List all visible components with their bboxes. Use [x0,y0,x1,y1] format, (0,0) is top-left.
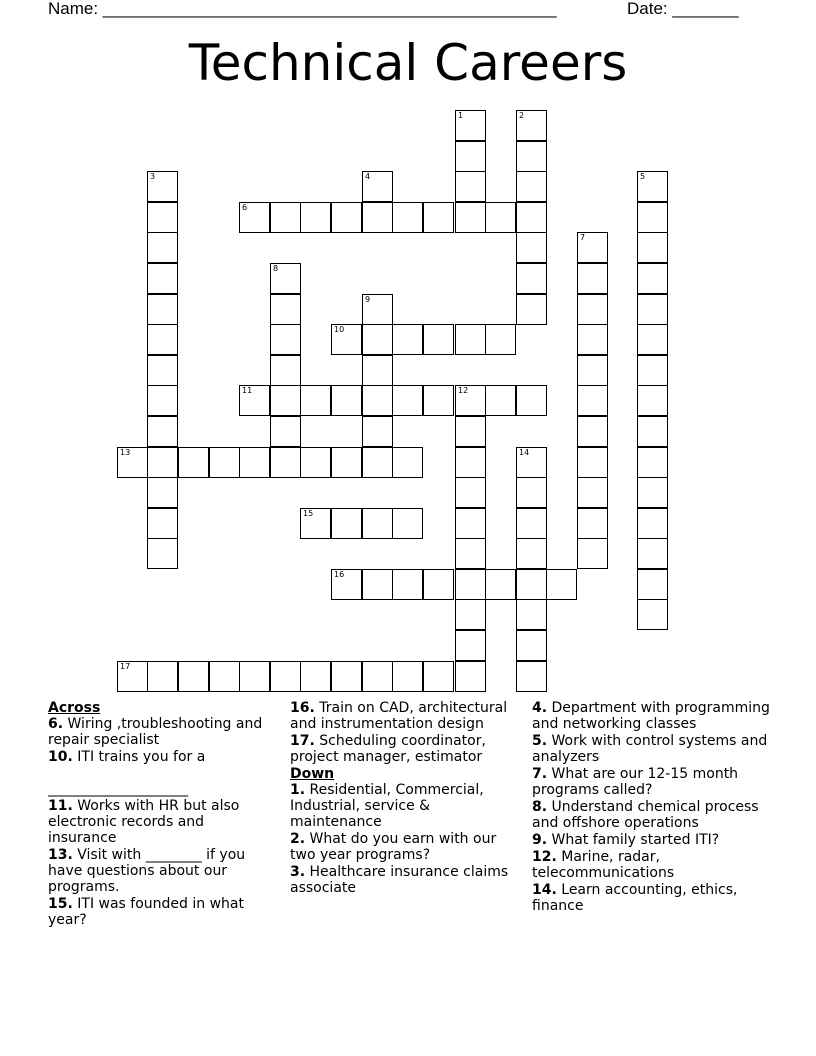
crossword-cell[interactable] [455,110,486,141]
clue-text: Department with programming and networking classes [532,700,770,732]
cell-number: 12 [458,386,469,395]
crossword-cell[interactable] [516,294,547,325]
crossword-cell[interactable] [392,661,423,692]
cell-number: 4 [365,172,371,181]
crossword-cell[interactable] [577,324,608,355]
clue-text: ITI was founded in what year? [48,896,244,928]
crossword-cell[interactable] [423,661,454,692]
crossword-cell[interactable] [455,538,486,569]
crossword-cell[interactable] [362,324,393,355]
crossword-cell[interactable] [300,447,331,478]
crossword-cell[interactable] [577,232,608,263]
crossword-cell[interactable] [637,171,668,202]
crossword-cell[interactable] [147,171,178,202]
page-title: Technical Careers [188,34,628,92]
clue-number: 5. [532,733,548,749]
crossword-cell[interactable] [637,202,668,233]
crossword-cell[interactable] [516,661,547,692]
clue-across-6 [48,716,273,748]
cell-number: 3 [150,172,156,181]
crossword-cell[interactable] [147,661,178,692]
crossword-cell[interactable] [209,447,240,478]
crossword-cell[interactable] [239,202,270,233]
clue-blank-line: ____________________ [48,781,188,797]
clue-across-10 [48,749,273,797]
crossword-cell[interactable] [392,324,423,355]
across-heading: Across [48,700,101,716]
cell-number: 5 [640,172,646,181]
crossword-cell[interactable] [455,661,486,692]
cell-number: 7 [580,233,586,242]
clue-number: 6. [48,716,64,732]
crossword-cell[interactable] [637,232,668,263]
crossword-cell[interactable] [485,385,516,416]
crossword-cell[interactable] [239,661,270,692]
crossword-cell[interactable] [516,232,547,263]
clues-column-3 [532,700,777,915]
clue-text: Scheduling coordinator, project manager, estimator [290,733,486,765]
crossword-cell[interactable] [637,538,668,569]
clues-column-2 [290,700,515,897]
clues-column-1 [48,700,273,929]
crossword-cell[interactable] [516,630,547,661]
crossword-cell[interactable] [178,661,209,692]
crossword-cell[interactable] [546,569,577,600]
crossword-cell[interactable] [455,171,486,202]
clue-down-14 [532,882,777,914]
crossword-cell[interactable] [147,355,178,386]
crossword-cell[interactable] [516,263,547,294]
crossword-cell[interactable] [362,661,393,692]
crossword-cell[interactable] [577,508,608,539]
crossword-cell[interactable] [392,447,423,478]
cell-number: 10 [334,325,345,334]
crossword-cell[interactable] [270,294,301,325]
clue-number: 15. [48,896,73,912]
clue-text: Wiring ,troubleshooting and repair specialist [48,716,263,748]
crossword-cell[interactable] [455,447,486,478]
crossword-cell[interactable] [392,569,423,600]
crossword-cell[interactable] [577,263,608,294]
crossword-cell[interactable] [637,477,668,508]
clue-text: Marine, radar, telecommunications [532,849,675,881]
crossword-cell[interactable] [516,569,547,600]
crossword-cell[interactable] [331,447,362,478]
crossword-cell[interactable] [637,294,668,325]
crossword-cell[interactable] [300,661,331,692]
clue-number: 9. [532,832,548,848]
cell-number: 1 [458,111,464,120]
crossword-cell[interactable] [147,508,178,539]
crossword-cell[interactable] [637,385,668,416]
crossword-cell[interactable] [147,294,178,325]
name-field-line[interactable]: Name: ________________________________________________ [48,0,557,18]
clue-down-1 [290,782,515,830]
clue-number: 13. [48,847,73,863]
crossword-cell[interactable] [331,569,362,600]
clue-text: ITI trains you for a [77,749,206,765]
clue-down-7 [532,766,777,798]
crossword-cell[interactable] [516,171,547,202]
crossword-cell[interactable] [239,447,270,478]
clue-text: What family started ITI? [551,832,720,848]
crossword-cell[interactable] [423,324,454,355]
crossword-cell[interactable] [147,477,178,508]
clue-text: Residential, Commercial, Industrial, service & maintenance [290,782,484,830]
crossword-cell[interactable] [147,324,178,355]
clue-across-13 [48,847,273,895]
crossword-cell[interactable] [516,508,547,539]
crossword-cell[interactable] [362,355,393,386]
cell-number: 17 [120,662,131,671]
crossword-cell[interactable] [147,416,178,447]
crossword-cell[interactable] [423,202,454,233]
crossword-cell[interactable] [147,263,178,294]
crossword-cell[interactable] [117,661,148,692]
clue-text: Train on CAD, architectural and instrumentation design [290,700,508,732]
crossword-cell[interactable] [331,508,362,539]
crossword-cell[interactable] [147,447,178,478]
clue-down-3 [290,864,515,896]
crossword-cell[interactable] [362,385,393,416]
crossword-cell[interactable] [577,294,608,325]
crossword-cell[interactable] [209,661,240,692]
clue-text: Understand chemical process and offshore operations [532,799,759,831]
crossword-cell[interactable] [637,508,668,539]
crossword-cell[interactable] [270,355,301,386]
clue-down-12 [532,849,777,881]
crossword-cell[interactable] [485,324,516,355]
clue-text: Works with HR but also electronic records and insurance [48,798,240,846]
crossword-cell[interactable] [147,385,178,416]
crossword-cell[interactable] [516,385,547,416]
clue-text: Learn accounting, ethics, finance [532,882,738,914]
crossword-cell[interactable] [362,508,393,539]
clue-across-11 [48,798,273,846]
down-heading: Down [290,766,335,782]
crossword-cell[interactable] [577,355,608,386]
crossword-cell[interactable] [300,508,331,539]
crossword-cell[interactable] [577,538,608,569]
crossword-cell[interactable] [516,447,547,478]
crossword-cell[interactable] [362,569,393,600]
clue-number: 10. [48,749,73,765]
clue-down-4 [532,700,777,732]
crossword-cell[interactable] [178,447,209,478]
crossword-cell[interactable] [455,202,486,233]
crossword-cell[interactable] [516,538,547,569]
clue-number: 8. [532,799,548,815]
crossword-cell[interactable] [637,416,668,447]
crossword-cell[interactable] [300,202,331,233]
clue-number: 7. [532,766,548,782]
crossword-cell[interactable] [577,477,608,508]
crossword-cell[interactable] [392,202,423,233]
clue-text: Work with control systems and analyzers [532,733,768,765]
clue-down-9 [532,832,777,848]
clue-text: What are our 12-15 month programs called? [532,766,739,798]
cell-number: 13 [120,448,131,457]
clue-number: 3. [290,864,306,880]
crossword-cell[interactable] [516,477,547,508]
crossword-cell[interactable] [270,447,301,478]
date-field-line[interactable]: Date: _______ [627,0,739,18]
cell-number: 16 [334,570,345,579]
crossword-cell[interactable] [577,416,608,447]
crossword-cell[interactable] [516,599,547,630]
crossword-cell[interactable] [147,202,178,233]
crossword-cell[interactable] [455,477,486,508]
crossword-cell[interactable] [270,263,301,294]
crossword-cell[interactable] [637,355,668,386]
crossword-cell[interactable] [300,385,331,416]
crossword-cell[interactable] [392,385,423,416]
clue-down-5 [532,733,777,765]
crossword-cell[interactable] [455,569,486,600]
crossword-cell[interactable] [516,141,547,172]
cell-number: 6 [242,203,248,212]
crossword-cell[interactable] [455,508,486,539]
crossword-cell[interactable] [331,324,362,355]
cell-number: 8 [273,264,279,273]
crossword-cell[interactable] [637,324,668,355]
crossword-cell[interactable] [331,661,362,692]
cell-number: 15 [303,509,314,518]
crossword-cell[interactable] [147,538,178,569]
clue-number: 2. [290,831,306,847]
crossword-cell[interactable] [270,661,301,692]
clue-text: Healthcare insurance claims associate [290,864,509,896]
clue-down-2 [290,831,515,863]
crossword-cell[interactable] [637,263,668,294]
crossword-cell[interactable] [117,447,148,478]
crossword-cell[interactable] [147,232,178,263]
crossword-cell[interactable] [362,171,393,202]
crossword-cell[interactable] [637,599,668,630]
clue-number: 16. [290,700,315,716]
clue-text: Visit with ________ if you have questions about our programs. [48,847,246,895]
crossword-cell[interactable] [485,202,516,233]
crossword-cell[interactable] [455,324,486,355]
crossword-cell[interactable] [577,447,608,478]
crossword-cell[interactable] [270,416,301,447]
crossword-cell[interactable] [331,202,362,233]
crossword-cell[interactable] [516,110,547,141]
crossword-cell[interactable] [485,569,516,600]
clue-text: What do you earn with our two year programs? [290,831,497,863]
crossword-cell[interactable] [577,385,608,416]
clue-number: 17. [290,733,315,749]
cell-number: 14 [519,448,530,457]
crossword-cell[interactable] [270,324,301,355]
crossword-cell[interactable] [270,385,301,416]
clue-number: 4. [532,700,548,716]
cell-number: 11 [242,386,253,395]
crossword-cell[interactable] [455,141,486,172]
crossword-cell[interactable] [516,202,547,233]
clue-number: 1. [290,782,306,798]
crossword-cell[interactable] [455,599,486,630]
clue-down-8 [532,799,777,831]
crossword-cell[interactable] [362,294,393,325]
clue-across-17 [290,733,515,765]
clue-number: 11. [48,798,73,814]
crossword-cell[interactable] [455,630,486,661]
crossword-cell[interactable] [637,569,668,600]
crossword-cell[interactable] [362,416,393,447]
crossword-cell[interactable] [637,447,668,478]
crossword-cell[interactable] [239,385,270,416]
clue-number: 14. [532,882,557,898]
crossword-cell[interactable] [362,202,393,233]
crossword-cell[interactable] [362,447,393,478]
crossword-cell[interactable] [455,416,486,447]
clue-across-15 [48,896,273,928]
crossword-cell[interactable] [392,508,423,539]
clue-number: 12. [532,849,557,865]
crossword-cell[interactable] [455,385,486,416]
crossword-cell[interactable] [331,385,362,416]
cell-number: 2 [519,111,525,120]
crossword-cell[interactable] [423,569,454,600]
clue-across-16 [290,700,515,732]
cell-number: 9 [365,295,371,304]
crossword-cell[interactable] [423,385,454,416]
crossword-cell[interactable] [270,202,301,233]
